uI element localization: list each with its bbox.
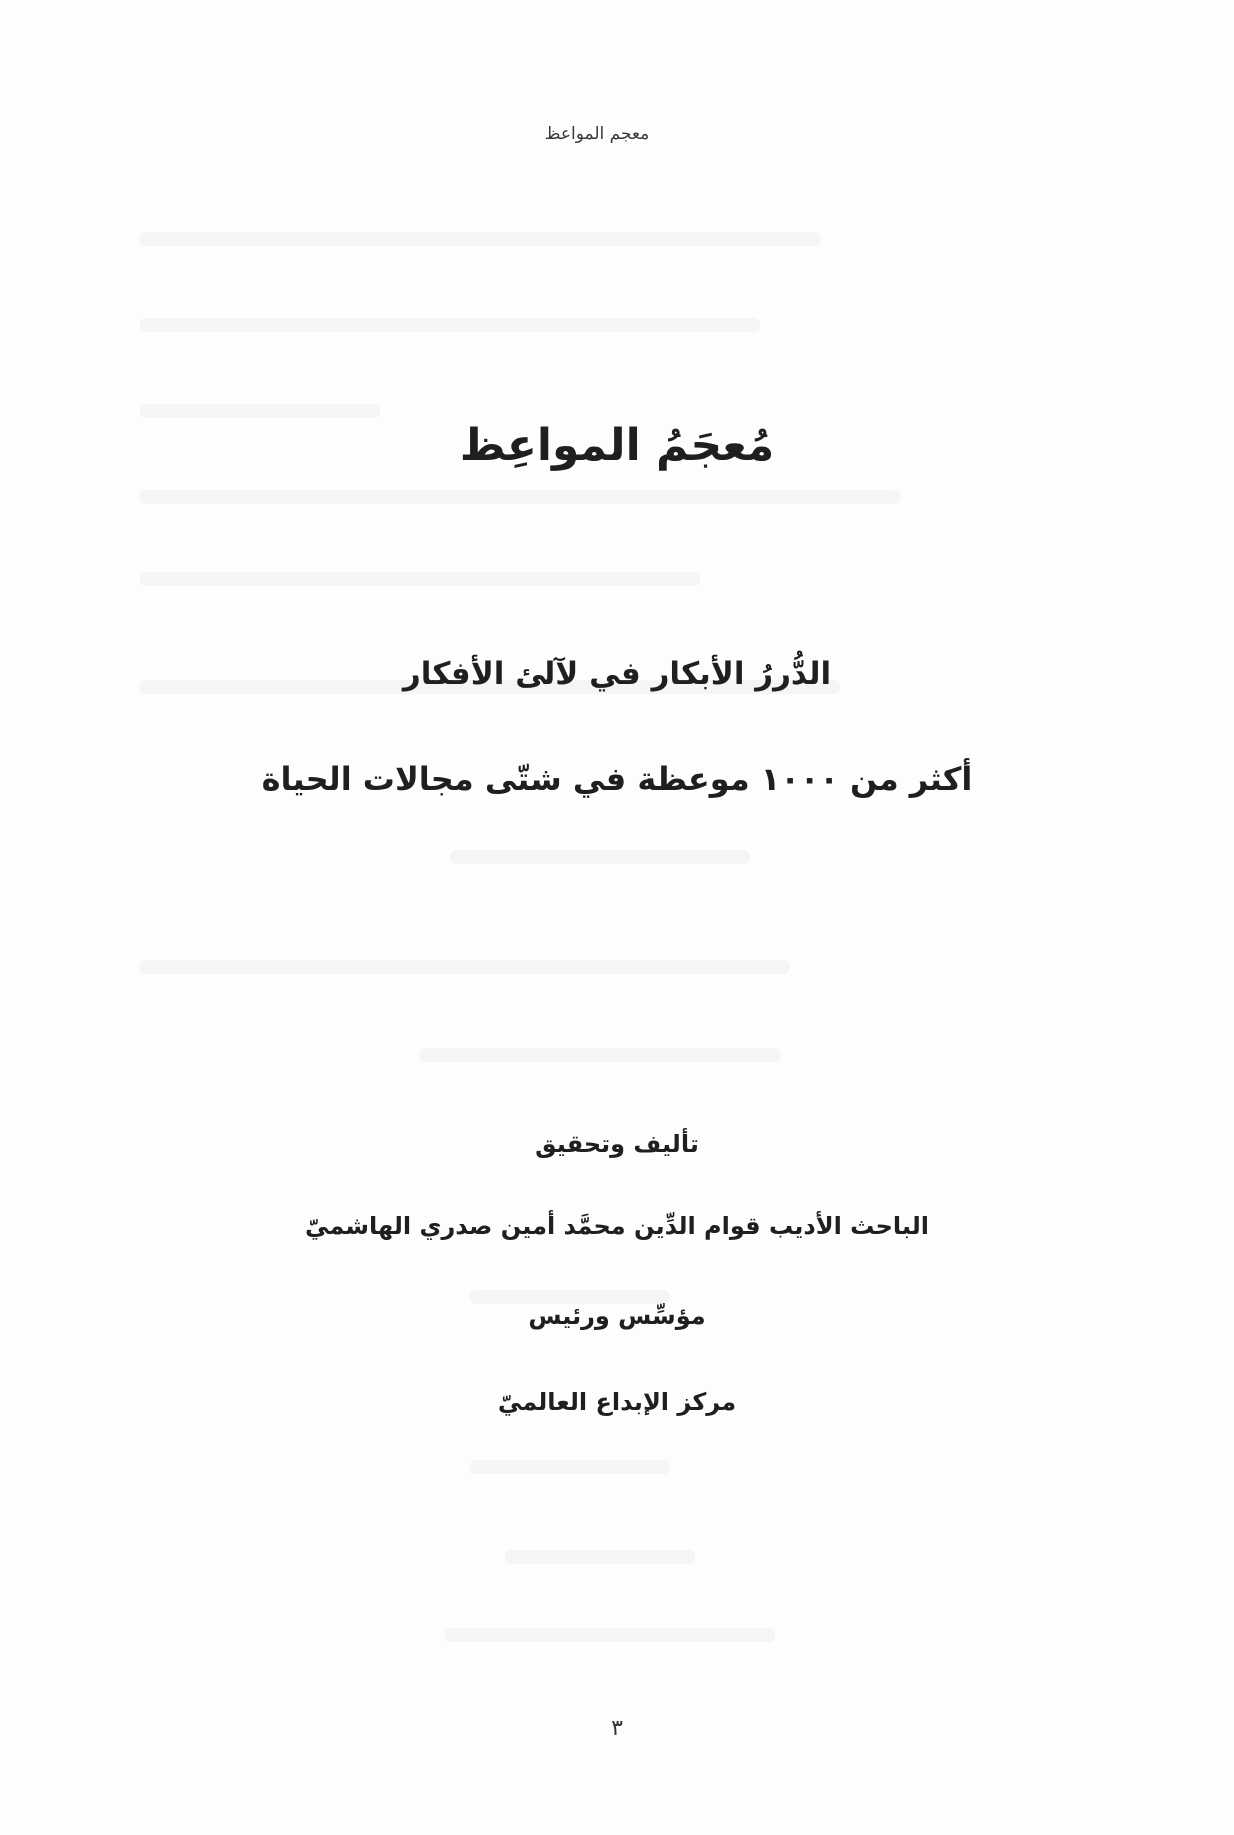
page-number: ٣ — [611, 1716, 623, 1741]
authorship-label: تأليف وتحقيق — [535, 1130, 699, 1158]
author-name: الباحث الأديب قوام الدِّين محمَّد أمين صدري الهاشميّ — [305, 1212, 929, 1240]
organization-name: مركز الإبداع العالميّ — [497, 1388, 737, 1416]
running-header: معجم المواعظ — [544, 124, 650, 144]
book-title: مُعجَمُ المواعِظ — [459, 420, 775, 471]
subtitle-line-1: الدُّررُ الأبكار في لآلئ الأفكار — [402, 656, 832, 692]
subtitle-line-2: أكثر من ١٠٠٠ موعظة في شتّى مجالات الحياة — [261, 760, 973, 798]
role-label: مؤسِّس ورئيس — [528, 1302, 706, 1330]
